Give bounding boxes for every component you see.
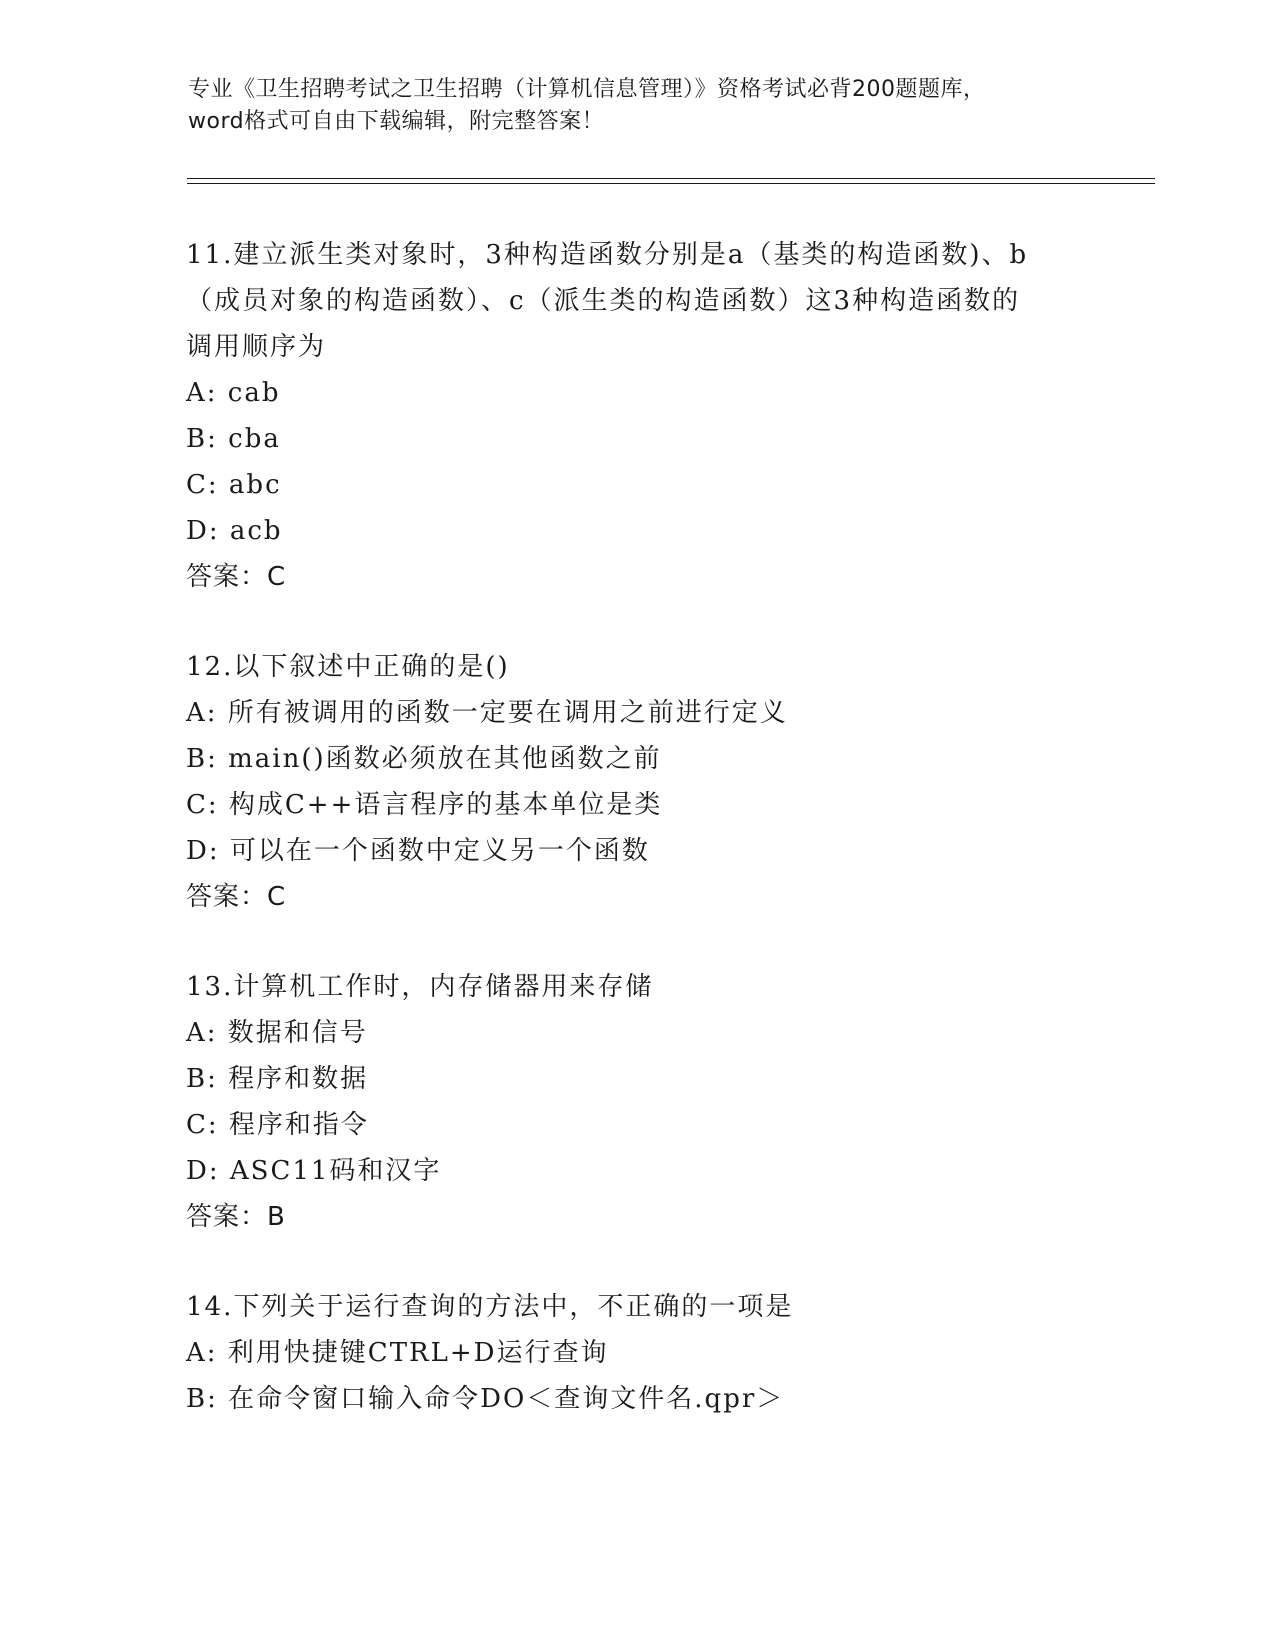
question-13 <box>186 964 1086 1240</box>
option-c: C: 程序和指令 <box>186 1110 369 1140</box>
question-stem: 11.建立派生类对象时，3种构造函数分别是a（基类的构造函数)、b <box>186 240 1029 270</box>
answer-label: 答案：C <box>186 882 287 912</box>
answer-label: 答案：B <box>186 1202 286 1232</box>
header-divider-bottom <box>187 183 1155 184</box>
question-stem: 调用顺序为 <box>186 332 327 362</box>
option-b: B: cba <box>186 424 281 454</box>
option-a: A: 所有被调用的函数一定要在调用之前进行定义 <box>186 698 788 728</box>
option-a: A: cab <box>186 378 281 408</box>
option-b: B: 在命令窗口输入命令DO＜查询文件名.qpr＞ <box>186 1384 785 1414</box>
header-line-1: 专业《卫生招聘考试之卫生招聘（计算机信息管理）》资格考试必背200题题库， <box>188 77 986 102</box>
option-b: B: 程序和数据 <box>186 1064 369 1094</box>
question-stem: 13.计算机工作时，内存储器用来存储 <box>186 972 654 1002</box>
question-stem: 12.以下叙述中正确的是() <box>186 652 510 682</box>
option-c: C: abc <box>186 470 282 500</box>
option-a: A: 数据和信号 <box>186 1018 368 1048</box>
question-stem: （成员对象的构造函数）、c（派生类的构造函数）这3种构造函数的 <box>186 286 1021 316</box>
question-14 <box>186 1284 1086 1422</box>
answer-label: 答案：C <box>186 562 287 592</box>
question-12 <box>186 644 1086 920</box>
option-c: C: 构成C++语言程序的基本单位是类 <box>186 790 663 820</box>
option-d: D: 可以在一个函数中定义另一个函数 <box>186 836 650 866</box>
question-list <box>186 232 1086 1466</box>
option-b: B: main()函数必须放在其他函数之前 <box>186 744 662 774</box>
header-divider-top <box>187 178 1155 179</box>
question-11 <box>186 232 1086 600</box>
question-stem: 14.下列关于运行查询的方法中，不正确的一项是 <box>186 1292 794 1322</box>
header-line-2: word格式可自由下载编辑，附完整答案！ <box>188 109 605 134</box>
option-a: A: 利用快捷键CTRL+D运行查询 <box>186 1338 609 1368</box>
option-d: D: acb <box>186 516 283 546</box>
document-header <box>188 74 1088 138</box>
option-d: D: ASC11码和汉字 <box>186 1156 442 1186</box>
